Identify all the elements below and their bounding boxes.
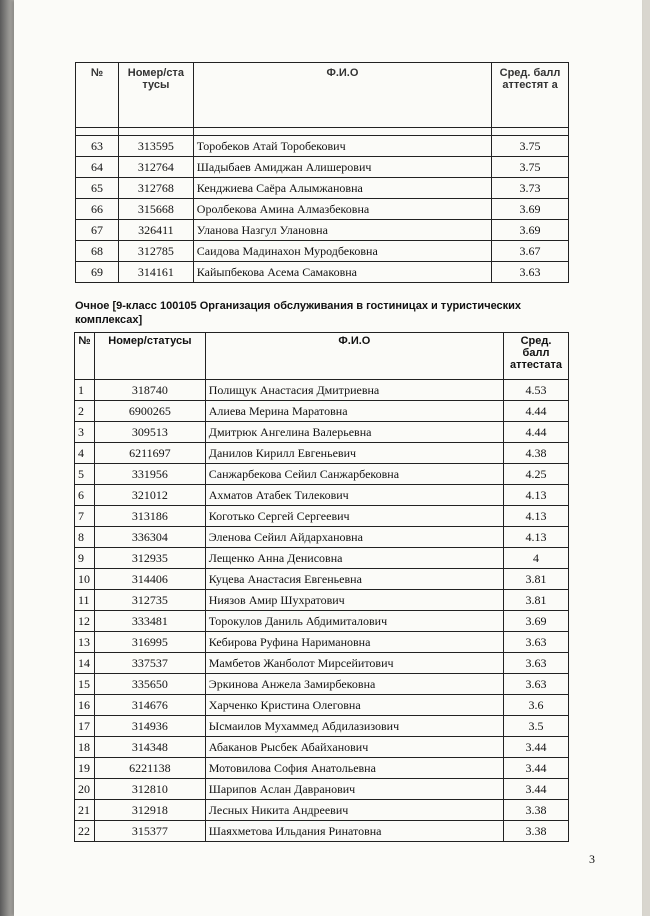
average-grade: 4.25	[504, 464, 569, 485]
average-grade: 3.44	[504, 737, 569, 758]
full-name: Алиева Мерина Маратовна	[205, 401, 503, 422]
full-name: Ахматов Атабек Тилекович	[205, 485, 503, 506]
table-row	[75, 422, 569, 443]
table-row	[76, 136, 569, 157]
average-grade: 3.67	[492, 241, 569, 262]
average-grade: 4.44	[504, 422, 569, 443]
table-row	[76, 199, 569, 220]
row-number: 64	[76, 157, 119, 178]
full-name: Саидова Мадинахон Муродбековна	[193, 241, 491, 262]
average-grade: 3.69	[504, 611, 569, 632]
row-number: 16	[75, 695, 95, 716]
table-row	[75, 380, 569, 401]
average-grade: 4.53	[504, 380, 569, 401]
full-name: Ниязов Амир Шухратович	[205, 590, 503, 611]
table-row	[75, 800, 569, 821]
row-number: 9	[75, 548, 95, 569]
row-number: 18	[75, 737, 95, 758]
table-row	[75, 758, 569, 779]
status-number: 321012	[94, 485, 205, 506]
average-grade: 3.81	[504, 590, 569, 611]
status-number: 315377	[94, 821, 205, 842]
average-grade: 3.5	[504, 716, 569, 737]
row-number: 6	[75, 485, 95, 506]
status-number: 316995	[94, 632, 205, 653]
row-number: 15	[75, 674, 95, 695]
row-number: 10	[75, 569, 95, 590]
full-name: Торокулов Даниль Абдимиталович	[205, 611, 503, 632]
full-name: Мамбетов Жанболот Мирсейитович	[205, 653, 503, 674]
row-number: 5	[75, 464, 95, 485]
status-number: 314406	[94, 569, 205, 590]
full-name: Эркинова Анжела Замирбековна	[205, 674, 503, 695]
row-number: 7	[75, 506, 95, 527]
table-row	[76, 157, 569, 178]
average-grade: 3.75	[492, 157, 569, 178]
average-grade: 3.38	[504, 821, 569, 842]
status-number: 314348	[94, 737, 205, 758]
average-grade: 3.6	[504, 695, 569, 716]
average-grade: 4.38	[504, 443, 569, 464]
header-number: №	[76, 63, 119, 128]
row-number: 2	[75, 401, 95, 422]
status-number: 312735	[94, 590, 205, 611]
status-number: 6211697	[94, 443, 205, 464]
status-number: 313595	[118, 136, 193, 157]
average-grade: 3.63	[492, 262, 569, 283]
status-number: 331956	[94, 464, 205, 485]
average-grade: 4.44	[504, 401, 569, 422]
row-number: 3	[75, 422, 95, 443]
table-row	[75, 506, 569, 527]
row-number: 13	[75, 632, 95, 653]
table-row	[75, 485, 569, 506]
table-row	[75, 527, 569, 548]
status-number: 336304	[94, 527, 205, 548]
page-number: 3	[589, 852, 595, 866]
row-number: 68	[76, 241, 119, 262]
full-name: Эленова Сейил Айдархановна	[205, 527, 503, 548]
full-name: Полищук Анастасия Дмитриевна	[205, 380, 503, 401]
status-number: 312810	[94, 779, 205, 800]
full-name: Куцева Анастасия Евгеньевна	[205, 569, 503, 590]
average-grade: 4	[504, 548, 569, 569]
table-row	[75, 611, 569, 632]
full-name: Кебирова Руфина Наримановна	[205, 632, 503, 653]
table-row	[76, 178, 569, 199]
table-row	[75, 401, 569, 422]
status-number: 337537	[94, 653, 205, 674]
table-row	[75, 821, 569, 842]
average-grade: 4.13	[504, 485, 569, 506]
table-row	[76, 220, 569, 241]
status-number: 312785	[118, 241, 193, 262]
full-name: Абаканов Рысбек Абайханович	[205, 737, 503, 758]
average-grade: 3.44	[504, 758, 569, 779]
table-row	[75, 443, 569, 464]
table-row	[75, 653, 569, 674]
full-name: Санжарбекова Сейил Санжарбековна	[205, 464, 503, 485]
row-number: 65	[76, 178, 119, 199]
header-average-grade: Сред. балл аттестят а	[492, 63, 569, 128]
row-number: 69	[76, 262, 119, 283]
status-number: 313186	[94, 506, 205, 527]
row-number: 1	[75, 380, 95, 401]
average-grade: 3.73	[492, 178, 569, 199]
table-header-row	[75, 333, 569, 380]
average-grade: 3.81	[504, 569, 569, 590]
full-name: Лесных Никита Андреевич	[205, 800, 503, 821]
row-number: 67	[76, 220, 119, 241]
average-grade: 3.75	[492, 136, 569, 157]
full-name: Оролбекова Амина Алмазбековна	[193, 199, 491, 220]
row-number: 66	[76, 199, 119, 220]
full-name: Кенджиева Саёра Алымжановна	[193, 178, 491, 199]
row-number: 63	[76, 136, 119, 157]
status-number: 326411	[118, 220, 193, 241]
scan-edge-shadow	[0, 0, 14, 916]
full-name: Лещенко Анна Денисовна	[205, 548, 503, 569]
average-grade: 3.63	[504, 632, 569, 653]
full-name: Харченко Кристина Олеговна	[205, 695, 503, 716]
header-number: №	[75, 333, 95, 380]
table-row	[75, 590, 569, 611]
table-row	[75, 716, 569, 737]
header-status-number: Номер/статусы	[94, 333, 205, 380]
row-number: 14	[75, 653, 95, 674]
status-number: 314161	[118, 262, 193, 283]
table-row	[76, 241, 569, 262]
table-row	[75, 674, 569, 695]
table-header-row	[76, 63, 569, 128]
spacer-row	[76, 128, 569, 136]
table-row	[75, 779, 569, 800]
full-name: Ысмаилов Мухаммед Абдилазизович	[205, 716, 503, 737]
status-number: 333481	[94, 611, 205, 632]
table-row	[75, 464, 569, 485]
average-grade: 3.38	[504, 800, 569, 821]
status-number: 312768	[118, 178, 193, 199]
average-grade: 3.44	[504, 779, 569, 800]
row-number: 22	[75, 821, 95, 842]
status-number: 6221138	[94, 758, 205, 779]
full-name: Шадыбаев Амиджан Алишерович	[193, 157, 491, 178]
header-full-name: Ф.И.О	[205, 333, 503, 380]
header-full-name: Ф.И.О	[193, 63, 491, 128]
full-name: Шарипов Аслан Давранович	[205, 779, 503, 800]
row-number: 11	[75, 590, 95, 611]
status-number: 312764	[118, 157, 193, 178]
table-row	[75, 569, 569, 590]
full-name: Торобеков Атай Торобекович	[193, 136, 491, 157]
average-grade: 4.13	[504, 527, 569, 548]
section-heading: Очное [9-класс 100105 Организация обслуживания в гостиницах и туристических комплексах]	[75, 300, 522, 326]
status-number: 314936	[94, 716, 205, 737]
header-average-grade: Сред. балл аттестата	[504, 333, 569, 380]
status-number: 335650	[94, 674, 205, 695]
row-number: 19	[75, 758, 95, 779]
table-row	[75, 632, 569, 653]
full-name: Дмитрюк Ангелина Валерьевна	[205, 422, 503, 443]
row-number: 21	[75, 800, 95, 821]
row-number: 4	[75, 443, 95, 464]
header-status-number: Номер/ста тусы	[118, 63, 193, 128]
applicants-table-hotel-services	[74, 332, 569, 842]
table-row	[75, 737, 569, 758]
average-grade: 3.63	[504, 653, 569, 674]
applicants-table-continued	[75, 62, 569, 283]
full-name: Коготько Сергей Сергеевич	[205, 506, 503, 527]
full-name: Данилов Кирилл Евгеньевич	[205, 443, 503, 464]
full-name: Шаяхметова Ильдания Ринатовна	[205, 821, 503, 842]
average-grade: 4.13	[504, 506, 569, 527]
table-row	[76, 262, 569, 283]
status-number: 315668	[118, 199, 193, 220]
full-name: Мотовилова София Анатольевна	[205, 758, 503, 779]
row-number: 12	[75, 611, 95, 632]
status-number: 312935	[94, 548, 205, 569]
average-grade: 3.69	[492, 220, 569, 241]
table-row	[75, 695, 569, 716]
status-number: 318740	[94, 380, 205, 401]
table-row	[75, 548, 569, 569]
status-number: 6900265	[94, 401, 205, 422]
row-number: 17	[75, 716, 95, 737]
row-number: 8	[75, 527, 95, 548]
status-number: 309513	[94, 422, 205, 443]
row-number: 20	[75, 779, 95, 800]
status-number: 314676	[94, 695, 205, 716]
average-grade: 3.69	[492, 199, 569, 220]
status-number: 312918	[94, 800, 205, 821]
full-name: Кайыпбекова Асема Самаковна	[193, 262, 491, 283]
full-name: Уланова Назгул Улановна	[193, 220, 491, 241]
average-grade: 3.63	[504, 674, 569, 695]
